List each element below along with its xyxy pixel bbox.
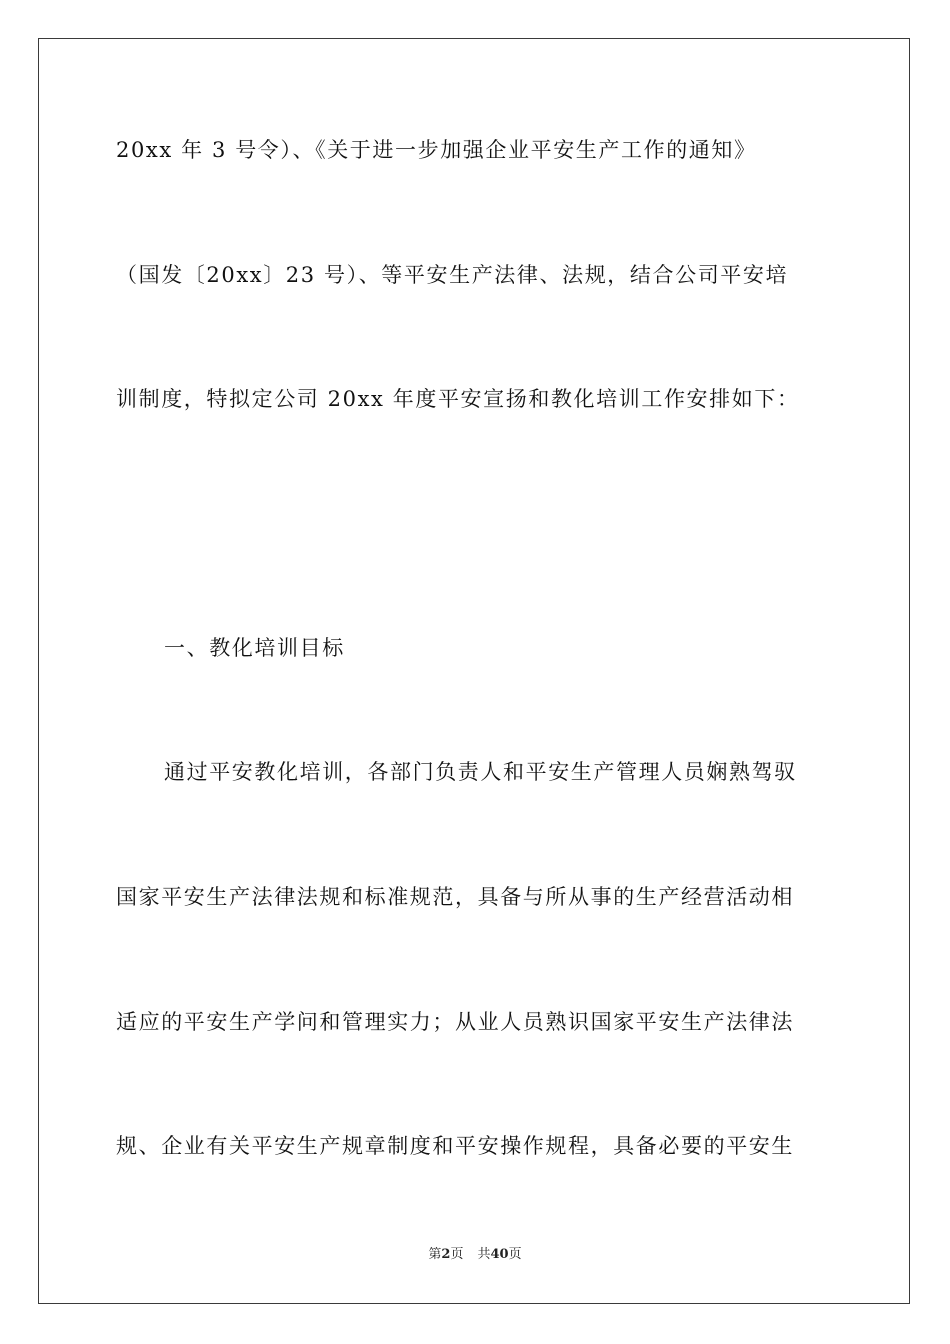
- footer-page-suffix: 页: [450, 1247, 464, 1262]
- text-line-6: 国家平安生产法律法规和标准规范，具备与所从事的生产经营活动相: [116, 885, 794, 909]
- footer-total-pages: 40: [490, 1247, 509, 1262]
- text-line-3: 训制度，特拟定公司 20xx 年度平安宣扬和教化培训工作安排如下：: [116, 387, 800, 411]
- page-border: [38, 38, 910, 1304]
- footer-page-number: 2: [441, 1247, 451, 1262]
- section-heading: 一、教化培训目标: [164, 636, 345, 660]
- page-footer: [0, 1246, 950, 1264]
- footer-total-suffix: 页: [508, 1247, 522, 1262]
- text-line-1: 20xx 年 3 号令）、《关于进一步加强企业平安生产工作的通知》: [116, 138, 757, 162]
- text-line-7: 适应的平安生产学问和管理实力；从业人员熟识国家平安生产法律法: [116, 1010, 794, 1034]
- text-line-2: （国发〔20xx〕23 号）、等平安生产法律、法规，结合公司平安培: [116, 263, 789, 287]
- footer-total-prefix: 共: [477, 1247, 491, 1262]
- footer-page-prefix: 第: [428, 1247, 442, 1262]
- text-line-5: 通过平安教化培训，各部门负责人和平安生产管理人员娴熟驾驭: [164, 760, 797, 784]
- text-line-8: 规、企业有关平安生产规章制度和平安操作规程，具备必要的平安生: [116, 1134, 794, 1158]
